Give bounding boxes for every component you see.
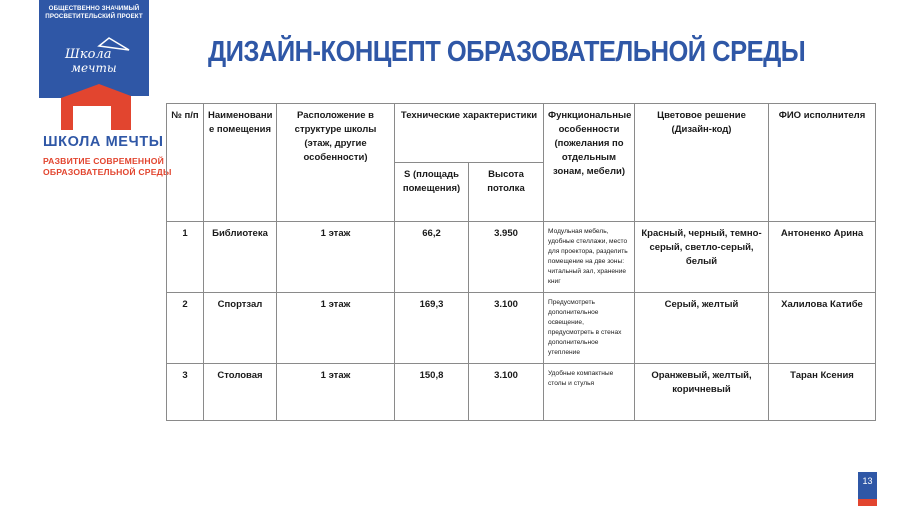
header-height: Высота потолка bbox=[469, 163, 544, 222]
cell-author: Халилова Катибе bbox=[769, 293, 876, 364]
cell-room: Библиотека bbox=[204, 222, 277, 293]
cell-area: 66,2 bbox=[395, 222, 469, 293]
header-tech: Технические характеристики bbox=[395, 104, 544, 163]
cell-area: 150,8 bbox=[395, 364, 469, 421]
table-row bbox=[167, 222, 876, 293]
table-row bbox=[167, 364, 876, 421]
project-brand bbox=[39, 0, 172, 177]
school-subtitle bbox=[43, 156, 172, 178]
cell-author: Таран Ксения bbox=[769, 364, 876, 421]
cell-room: Столовая bbox=[204, 364, 277, 421]
cell-num: 1 bbox=[167, 222, 204, 293]
school-logo-icon bbox=[39, 36, 149, 130]
cell-color: Серый, желтый bbox=[635, 293, 769, 364]
cell-function: Предусмотреть дополнительное освещение, предусмотреть в стенах дополнительное утепление bbox=[544, 293, 635, 364]
logo-line1: Школа bbox=[65, 47, 112, 62]
cell-num: 3 bbox=[167, 364, 204, 421]
page-number: 13 bbox=[858, 472, 877, 506]
project-badge bbox=[39, 0, 149, 130]
design-concept-table bbox=[166, 103, 876, 421]
header-location: Расположение в структуре школы (этаж, другие особенности) bbox=[277, 104, 395, 222]
header-function: Функциональные особенности (пожелания по отдельным зонам, мебели) bbox=[544, 104, 635, 222]
cell-height: 3.100 bbox=[469, 364, 544, 421]
cell-location: 1 этаж bbox=[277, 293, 395, 364]
badge-caption: ОБЩЕСТВЕННО ЗНАЧИМЫЙ ПРОСВЕТИТЕЛЬСКИЙ ПРОЕКТ bbox=[45, 5, 143, 20]
cell-height: 3.950 bbox=[469, 222, 544, 293]
page-number-accent bbox=[858, 499, 877, 506]
page-title: ДИЗАЙН-КОНЦЕПТ ОБРАЗОВАТЕЛЬНОЙ СРЕДЫ bbox=[208, 36, 806, 68]
header-color: Цветовое решение (Дизайн-код) bbox=[635, 104, 769, 222]
logo-line2: мечты bbox=[71, 61, 117, 75]
cell-color: Красный, черный, темно-серый, светло-серый, белый bbox=[635, 222, 769, 293]
header-author: ФИО исполнителя bbox=[769, 104, 876, 222]
cell-location: 1 этаж bbox=[277, 364, 395, 421]
table-row bbox=[167, 293, 876, 364]
table-header-row bbox=[167, 104, 876, 163]
header-area: S (площадь помещения) bbox=[395, 163, 469, 222]
cell-room: Спортзал bbox=[204, 293, 277, 364]
cell-height: 3.100 bbox=[469, 293, 544, 364]
cell-color: Оранжевый, желтый, коричневый bbox=[635, 364, 769, 421]
header-num: № п/п bbox=[167, 104, 204, 222]
cell-function: Удобные компактные столы и стулья bbox=[544, 364, 635, 421]
cell-area: 169,3 bbox=[395, 293, 469, 364]
header-room: Наименовани е помещения bbox=[204, 104, 277, 222]
school-subtitle-line2: ОБРАЗОВАТЕЛЬНОЙ СРЕДЫ bbox=[43, 167, 172, 177]
school-subtitle-line1: РАЗВИТИЕ СОВРЕМЕННОЙ bbox=[43, 156, 165, 166]
school-title: ШКОЛА МЕЧТЫ bbox=[43, 134, 164, 150]
cell-author: Антоненко Арина bbox=[769, 222, 876, 293]
cell-location: 1 этаж bbox=[277, 222, 395, 293]
cell-function: Модульная мебель, удобные стеллажи, место для проектора, разделить помещение на две зоны: читальный зал, хранение книг bbox=[544, 222, 635, 293]
cell-num: 2 bbox=[167, 293, 204, 364]
